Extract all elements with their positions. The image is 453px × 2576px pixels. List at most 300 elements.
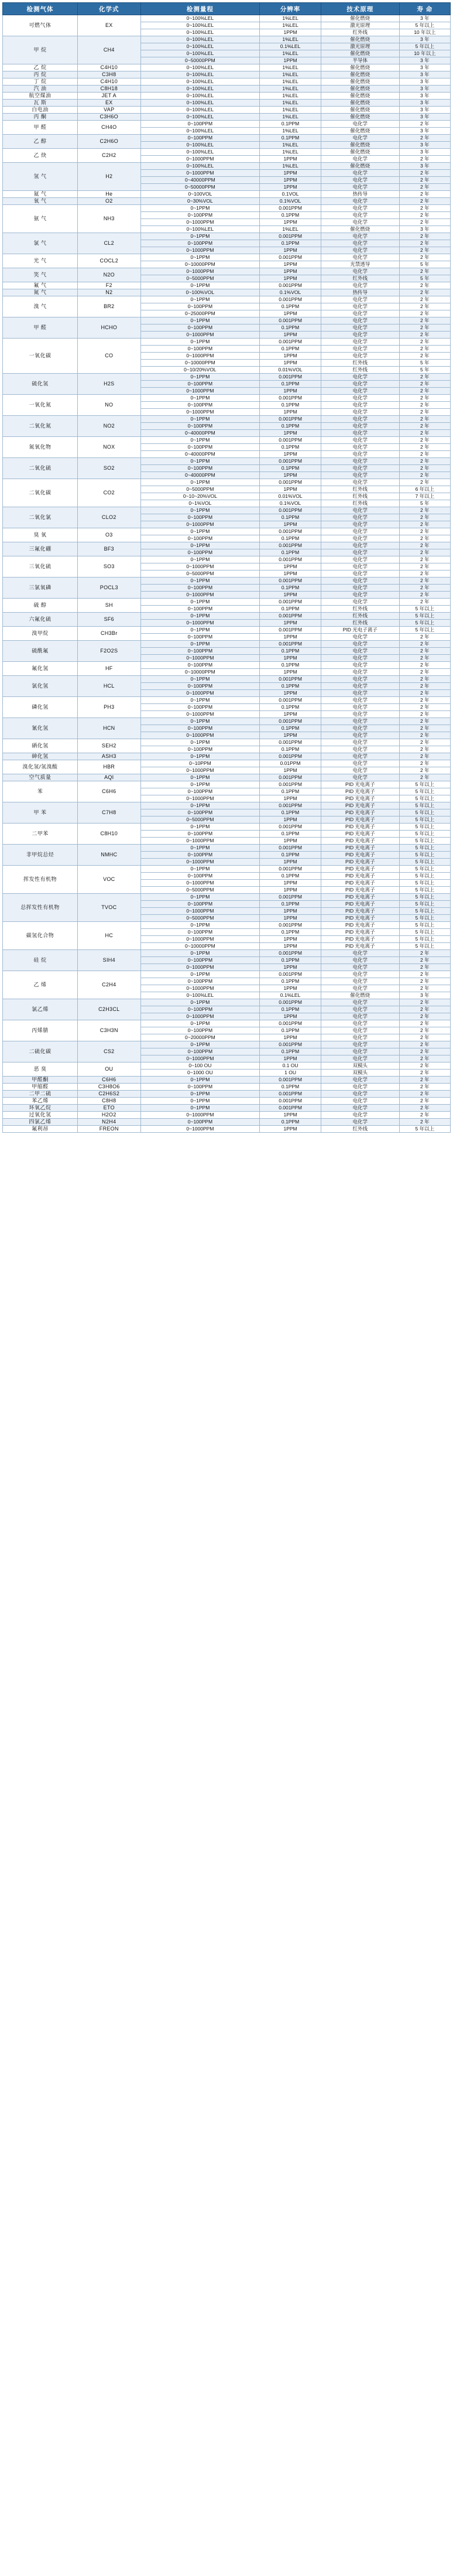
cell-lifetime: 2 年 xyxy=(399,648,450,655)
cell-range: 0~100PPM xyxy=(140,852,260,859)
cell-range: 0~1PPM xyxy=(140,999,260,1006)
cell-resolution: 0.1%VOL xyxy=(260,198,321,205)
cell-resolution: 1PPM xyxy=(260,219,321,226)
cell-lifetime: 2 年 xyxy=(399,739,450,746)
cell-range: 0~1PPM xyxy=(140,739,260,746)
cell-lifetime: 2 年 xyxy=(399,1020,450,1027)
table-row xyxy=(3,36,451,43)
cell-lifetime: 2 年 xyxy=(399,1084,450,1091)
cell-resolution: 1PPM xyxy=(260,690,321,697)
cell-technology: 电化学 xyxy=(321,296,399,303)
cell-range: 0~1000PPM xyxy=(140,1126,260,1133)
cell-range: 0~100%LEL xyxy=(140,36,260,43)
gas-sensor-spec-sheet xyxy=(0,2,453,2576)
cell-lifetime: 2 年 xyxy=(399,690,450,697)
cell-formula: SH xyxy=(77,599,140,613)
cell-lifetime: 2 年 xyxy=(399,662,450,669)
cell-range: 0~100PPM xyxy=(140,135,260,142)
cell-lifetime: 2 年 xyxy=(399,521,450,528)
cell-range: 0~100PPM xyxy=(140,788,260,795)
cell-gas-name: 氧 气 xyxy=(3,198,78,205)
cell-range: 0~100VOL xyxy=(140,191,260,198)
cell-resolution: 1PPM xyxy=(260,620,321,627)
cell-gas-name: 甲醛酮 xyxy=(3,1077,78,1084)
cell-formula: C2H6O xyxy=(77,135,140,149)
cell-resolution: 1PPM xyxy=(260,985,321,992)
cell-lifetime: 2 年 xyxy=(399,507,450,514)
cell-gas-name: 苯 xyxy=(3,781,78,802)
cell-range: 0~100%LEL xyxy=(140,29,260,36)
cell-technology: 电化学 xyxy=(321,437,399,444)
table-row xyxy=(3,1091,451,1098)
cell-range: 0~1000PPM xyxy=(140,1112,260,1119)
cell-technology: PID 光电离子 xyxy=(321,781,399,788)
cell-range: 0~1000 OU xyxy=(140,1070,260,1077)
cell-range: 0~1PPM xyxy=(140,866,260,873)
cell-formula: C3H8O6 xyxy=(77,1084,140,1091)
cell-range: 0~1000PPM xyxy=(140,711,260,718)
cell-range: 0~1PPM xyxy=(140,339,260,346)
cell-range: 0~1000PPM xyxy=(140,219,260,226)
cell-range: 0~1PPM xyxy=(140,395,260,402)
cell-lifetime: 3 年 xyxy=(399,86,450,93)
cell-resolution: 1PPM xyxy=(260,353,321,360)
cell-resolution: 0.001PPM xyxy=(260,317,321,324)
cell-range: 0~1000PPM xyxy=(140,353,260,360)
cell-technology: 电化学 xyxy=(321,444,399,451)
cell-technology: 电化学 xyxy=(321,1034,399,1041)
cell-resolution: 0.1%VOL xyxy=(260,289,321,296)
cell-technology: PID 光电子离子 xyxy=(321,627,399,634)
cell-range: 0~1PPM xyxy=(140,233,260,240)
cell-formula: HCL xyxy=(77,676,140,697)
cell-resolution: 0.01PPM xyxy=(260,760,321,767)
cell-range: 0~100PPM xyxy=(140,212,260,219)
cell-resolution: 0.001PPM xyxy=(260,542,321,549)
table-row xyxy=(3,437,451,444)
cell-resolution: 1%LEL xyxy=(260,226,321,233)
cell-technology: 催化燃烧 xyxy=(321,78,399,86)
cell-lifetime: 2 年 xyxy=(399,1027,450,1034)
cell-gas-name: 氟 气 xyxy=(3,282,78,289)
table-row xyxy=(3,753,451,760)
cell-lifetime: 6 年以上 xyxy=(399,486,450,493)
cell-resolution: 0.1 OU xyxy=(260,1062,321,1070)
cell-technology: 电化学 xyxy=(321,662,399,669)
cell-technology: 电化学 xyxy=(321,395,399,402)
cell-lifetime: 2 年 xyxy=(399,1048,450,1055)
cell-resolution: 0.1PPM xyxy=(260,135,321,142)
cell-formula: OU xyxy=(77,1062,140,1077)
cell-range: 0~30%VOL xyxy=(140,198,260,205)
cell-gas-name: 溴甲烷 xyxy=(3,627,78,641)
cell-technology: 电化学 xyxy=(321,528,399,535)
cell-range: 0~100PPM xyxy=(140,831,260,838)
cell-resolution: 1PPM xyxy=(260,332,321,339)
cell-lifetime: 2 年 xyxy=(399,374,450,381)
cell-technology: 电化学 xyxy=(321,549,399,556)
cell-technology: 电化学 xyxy=(321,465,399,472)
cell-formula: ASH3 xyxy=(77,753,140,760)
cell-lifetime: 5 年 xyxy=(399,500,450,507)
cell-lifetime: 5 年以上 xyxy=(399,880,450,887)
table-row xyxy=(3,760,451,767)
cell-resolution: 0.1PPM xyxy=(260,549,321,556)
cell-lifetime: 5 年以上 xyxy=(399,901,450,908)
cell-resolution: 1PPM xyxy=(260,360,321,367)
cell-range: 0~1000PPM xyxy=(140,521,260,528)
cell-gas-name: 二氧化碳 xyxy=(3,479,78,507)
cell-lifetime: 2 年 xyxy=(399,592,450,599)
cell-gas-name: 乙 烯 xyxy=(3,971,78,999)
cell-range: 0~100%LEL xyxy=(140,50,260,57)
cell-range: 0~1PPM xyxy=(140,627,260,634)
cell-lifetime: 2 年 xyxy=(399,437,450,444)
cell-formula: H2 xyxy=(77,163,140,191)
cell-formula: C7H8 xyxy=(77,802,140,824)
cell-lifetime: 2 年 xyxy=(399,549,450,556)
cell-resolution: 0.001PPM xyxy=(260,739,321,746)
cell-resolution: 1PPM xyxy=(260,887,321,894)
cell-gas-name: 硫 醇 xyxy=(3,599,78,613)
cell-lifetime: 2 年 xyxy=(399,1119,450,1126)
cell-resolution: 1PPM xyxy=(260,936,321,943)
cell-technology: 电化学 xyxy=(321,592,399,599)
cell-technology: 红外线 xyxy=(321,1126,399,1133)
cell-range: 0~100PPM xyxy=(140,444,260,451)
cell-range: 0~100PPM xyxy=(140,1006,260,1013)
cell-range: 0~100PPM xyxy=(140,303,260,310)
cell-technology: 电化学 xyxy=(321,310,399,317)
table-row xyxy=(3,641,451,648)
cell-lifetime: 3 年 xyxy=(399,142,450,149)
cell-range: 0~1000PPM xyxy=(140,268,260,275)
cell-range: 0~1000PPM xyxy=(140,795,260,802)
cell-technology: PID 光电离子 xyxy=(321,852,399,859)
cell-technology: PID 光电离子 xyxy=(321,788,399,795)
cell-range: 0~10000PPM xyxy=(140,261,260,268)
cell-gas-name: 环氧乙烷 xyxy=(3,1105,78,1112)
cell-resolution: 0.1PPM xyxy=(260,346,321,353)
table-row xyxy=(3,268,451,275)
cell-lifetime: 2 年 xyxy=(399,1034,450,1041)
cell-range: 0~1000PPM xyxy=(140,767,260,774)
cell-gas-name: 一氧化碳 xyxy=(3,339,78,374)
cell-lifetime: 5 年以上 xyxy=(399,831,450,838)
cell-technology: 电化学 xyxy=(321,1077,399,1084)
cell-technology: 电化学 xyxy=(321,760,399,767)
cell-range: 0~10~20%VOL xyxy=(140,493,260,500)
cell-formula: C2H6S2 xyxy=(77,1091,140,1098)
cell-lifetime: 3 年 xyxy=(399,107,450,114)
cell-gas-name: 四氯乙烯 xyxy=(3,1119,78,1126)
cell-resolution: 0.001PPM xyxy=(260,971,321,978)
cell-range: 0~100PPM xyxy=(140,423,260,430)
cell-resolution: 0.1PPM xyxy=(260,1119,321,1126)
cell-formula: C6H6 xyxy=(77,1077,140,1084)
cell-lifetime: 2 年 xyxy=(399,296,450,303)
cell-range: 0~1PPM xyxy=(140,479,260,486)
cell-range: 0~100PPM xyxy=(140,662,260,669)
cell-technology: 电化学 xyxy=(321,479,399,486)
cell-technology: PID 光电离子 xyxy=(321,809,399,816)
cell-gas-name: 氯乙烯 xyxy=(3,999,78,1020)
cell-range: 0~100%LEL xyxy=(140,226,260,233)
cell-gas-name: 氨 气 xyxy=(3,205,78,233)
cell-resolution: 0.001PPM xyxy=(260,718,321,725)
cell-gas-name: 空气质量 xyxy=(3,774,78,781)
cell-lifetime: 2 年 xyxy=(399,528,450,535)
cell-technology: 电化学 xyxy=(321,1041,399,1048)
cell-range: 0~1PPM xyxy=(140,317,260,324)
cell-resolution: 0.1PPM xyxy=(260,929,321,936)
cell-range: 0~5000PPM xyxy=(140,915,260,922)
cell-lifetime: 5 年以上 xyxy=(399,859,450,866)
table-row xyxy=(3,374,451,381)
cell-gas-name: 二甲苯 xyxy=(3,824,78,845)
cell-formula: NMHC xyxy=(77,845,140,866)
cell-resolution: 1PPM xyxy=(260,275,321,282)
table-row xyxy=(3,1119,451,1126)
cell-gas-name: 氢 气 xyxy=(3,163,78,191)
cell-resolution: 0.01%VOL xyxy=(260,367,321,374)
cell-lifetime: 2 年 xyxy=(399,556,450,563)
cell-gas-name: 溴 气 xyxy=(3,296,78,317)
table-row xyxy=(3,1098,451,1105)
table-row xyxy=(3,697,451,704)
cell-lifetime: 2 年 xyxy=(399,346,450,353)
cell-formula: HBR xyxy=(77,760,140,774)
cell-resolution: 1PPM xyxy=(260,388,321,395)
cell-range: 0~1PPM xyxy=(140,416,260,423)
cell-technology: PID 光电离子 xyxy=(321,943,399,950)
cell-technology: 电化学 xyxy=(321,1091,399,1098)
cell-range: 0~1PPM xyxy=(140,676,260,683)
cell-lifetime: 5 年以上 xyxy=(399,838,450,845)
cell-technology: 电化学 xyxy=(321,950,399,957)
cell-technology: 电化学 xyxy=(321,514,399,521)
cell-lifetime: 5 年以上 xyxy=(399,915,450,922)
cell-resolution: 0.001PPM xyxy=(260,282,321,289)
cell-technology: 催化燃烧 xyxy=(321,149,399,156)
cell-technology: 催化燃烧 xyxy=(321,142,399,149)
cell-lifetime: 3 年 xyxy=(399,114,450,121)
cell-lifetime: 2 年 xyxy=(399,542,450,549)
table-row xyxy=(3,163,451,170)
cell-resolution: 1PPM xyxy=(260,451,321,458)
cell-formula: CH4 xyxy=(77,36,140,64)
cell-gas-name: 三氟化硼 xyxy=(3,542,78,556)
cell-gas-name: 磷化氢 xyxy=(3,697,78,718)
col-header-resolution: 分辨率 xyxy=(260,3,321,15)
cell-range: 0~100%LEL xyxy=(140,107,260,114)
cell-lifetime: 2 年 xyxy=(399,451,450,458)
cell-resolution: 1PPM xyxy=(260,247,321,254)
cell-resolution: 1%LEL xyxy=(260,114,321,121)
table-row xyxy=(3,93,451,100)
cell-range: 0~1000PPM xyxy=(140,332,260,339)
cell-lifetime: 2 年 xyxy=(399,725,450,732)
cell-formula: AQI xyxy=(77,774,140,781)
cell-range: 0~100%LEL xyxy=(140,15,260,22)
cell-technology: 电化学 xyxy=(321,971,399,978)
cell-formula: BR2 xyxy=(77,296,140,317)
cell-formula: CS2 xyxy=(77,1041,140,1062)
cell-resolution: 0.001PPM xyxy=(260,627,321,634)
cell-resolution: 0.1%VOL xyxy=(260,500,321,507)
cell-range: 0~1PPM xyxy=(140,824,260,831)
cell-lifetime: 3 年 xyxy=(399,100,450,107)
cell-range: 0~100PPM xyxy=(140,514,260,521)
cell-lifetime: 5 年以上 xyxy=(399,866,450,873)
cell-range: 0~100PPM xyxy=(140,746,260,753)
cell-technology: 电化学 xyxy=(321,690,399,697)
cell-technology: 电化学 xyxy=(321,282,399,289)
cell-resolution: 0.1%LEL xyxy=(260,43,321,50)
cell-range: 0~100PPM xyxy=(140,1084,260,1091)
cell-resolution: 0.1PPM xyxy=(260,957,321,964)
cell-lifetime: 2 年 xyxy=(399,641,450,648)
cell-technology: PID 光电离子 xyxy=(321,802,399,809)
cell-resolution: 0.001PPM xyxy=(260,395,321,402)
cell-lifetime: 2 年 xyxy=(399,957,450,964)
cell-lifetime: 2 年 xyxy=(399,718,450,725)
cell-lifetime: 2 年 xyxy=(399,219,450,226)
cell-technology: 红外线 xyxy=(321,606,399,613)
cell-lifetime: 5 年以上 xyxy=(399,809,450,816)
cell-lifetime: 2 年 xyxy=(399,416,450,423)
cell-gas-name: 硫化氢 xyxy=(3,374,78,395)
cell-technology: PID 光电离子 xyxy=(321,929,399,936)
cell-formula: FREON xyxy=(77,1126,140,1133)
table-row xyxy=(3,254,451,261)
cell-lifetime: 2 年 xyxy=(399,599,450,606)
table-row xyxy=(3,135,451,142)
cell-gas-name: 乙 烷 xyxy=(3,64,78,71)
cell-resolution: 0.001PPM xyxy=(260,599,321,606)
cell-gas-name: 光 气 xyxy=(3,254,78,268)
cell-technology: 激光原理 xyxy=(321,22,399,29)
cell-range: 0~5000PPM xyxy=(140,887,260,894)
cell-lifetime: 7 年以上 xyxy=(399,493,450,500)
table-row xyxy=(3,662,451,669)
cell-lifetime: 2 年 xyxy=(399,317,450,324)
cell-formula: SF6 xyxy=(77,613,140,627)
cell-range: 0~1PPM xyxy=(140,894,260,901)
cell-technology: 双模头 xyxy=(321,1070,399,1077)
cell-range: 0~100PPM xyxy=(140,585,260,592)
cell-formula: C3H8 xyxy=(77,71,140,78)
table-row xyxy=(3,556,451,563)
cell-lifetime: 3 年 xyxy=(399,93,450,100)
cell-range: 0~1PPM xyxy=(140,753,260,760)
cell-resolution: 0.001PPM xyxy=(260,845,321,852)
cell-lifetime: 3 年 xyxy=(399,149,450,156)
cell-range: 0~1PPM xyxy=(140,528,260,535)
cell-resolution: 1%LEL xyxy=(260,86,321,93)
cell-range: 0~1PPM xyxy=(140,1091,260,1098)
cell-formula: C2H4 xyxy=(77,971,140,999)
cell-technology: 电化学 xyxy=(321,170,399,177)
cell-technology: 红外线 xyxy=(321,500,399,507)
cell-lifetime: 2 年 xyxy=(399,683,450,690)
cell-range: 0~1PPM xyxy=(140,205,260,212)
cell-lifetime: 3 年 xyxy=(399,64,450,71)
cell-technology: 电化学 xyxy=(321,732,399,739)
cell-gas-name: 甲 烷 xyxy=(3,36,78,64)
cell-resolution: 0.001PPM xyxy=(260,802,321,809)
cell-resolution: 1PPM xyxy=(260,908,321,915)
cell-lifetime: 2 年 xyxy=(399,732,450,739)
cell-resolution: 0.1PPM xyxy=(260,831,321,838)
cell-technology: 红外线 xyxy=(321,29,399,36)
cell-lifetime: 2 年 xyxy=(399,999,450,1006)
cell-resolution: 1PPM xyxy=(260,795,321,802)
cell-range: 0~100PPM xyxy=(140,704,260,711)
cell-gas-name: 非甲烷总烃 xyxy=(3,845,78,866)
cell-gas-name: 氟化氢 xyxy=(3,662,78,676)
cell-resolution: 1%LEL xyxy=(260,142,321,149)
table-row xyxy=(3,121,451,128)
cell-range: 0~1PPM xyxy=(140,1105,260,1112)
cell-lifetime: 3 年 xyxy=(399,57,450,64)
cell-resolution: 1%LEL xyxy=(260,149,321,156)
cell-resolution: 1PPM xyxy=(260,634,321,641)
cell-technology: 催化燃烧 xyxy=(321,71,399,78)
cell-resolution: 0.001PPM xyxy=(260,697,321,704)
cell-lifetime: 2 年 xyxy=(399,985,450,992)
table-row xyxy=(3,289,451,296)
cell-range: 0~100 OU xyxy=(140,1062,260,1070)
cell-lifetime: 2 年 xyxy=(399,303,450,310)
cell-gas-name: 笑 气 xyxy=(3,268,78,282)
table-row xyxy=(3,507,451,514)
cell-technology: 电化学 xyxy=(321,683,399,690)
cell-resolution: 1 OU xyxy=(260,1070,321,1077)
cell-lifetime: 2 年 xyxy=(399,324,450,332)
table-row xyxy=(3,1020,451,1027)
cell-resolution: 0.01%VOL xyxy=(260,493,321,500)
cell-range: 0~1000PPM xyxy=(140,655,260,662)
cell-formula: POCL3 xyxy=(77,578,140,599)
cell-range: 0~1000PPM xyxy=(140,156,260,163)
cell-range: 0~1PPM xyxy=(140,774,260,781)
cell-technology: 电化学 xyxy=(321,563,399,570)
cell-gas-name: 氮 气 xyxy=(3,289,78,296)
cell-technology: 催化燃烧 xyxy=(321,992,399,999)
cell-formula: CO2 xyxy=(77,479,140,507)
cell-gas-name: 白电油 xyxy=(3,107,78,114)
cell-technology: 电化学 xyxy=(321,521,399,528)
cell-resolution: 1%LEL xyxy=(260,93,321,100)
cell-lifetime: 2 年 xyxy=(399,268,450,275)
cell-technology: 电化学 xyxy=(321,402,399,409)
cell-lifetime: 5 年以上 xyxy=(399,788,450,795)
cell-formula: VOC xyxy=(77,866,140,894)
cell-resolution: 0.001PPM xyxy=(260,507,321,514)
cell-range: 0~40000PPM xyxy=(140,430,260,437)
cell-formula: HCHO xyxy=(77,317,140,339)
cell-lifetime: 2 年 xyxy=(399,458,450,465)
cell-lifetime: 2 年 xyxy=(399,669,450,676)
cell-lifetime: 2 年 xyxy=(399,1013,450,1020)
cell-resolution: 1PPM xyxy=(260,1112,321,1119)
cell-resolution: 1PPM xyxy=(260,29,321,36)
cell-formula: C4H10 xyxy=(77,78,140,86)
cell-range: 0~100PPM xyxy=(140,1048,260,1055)
cell-resolution: 0.1PPM xyxy=(260,381,321,388)
table-row xyxy=(3,198,451,205)
